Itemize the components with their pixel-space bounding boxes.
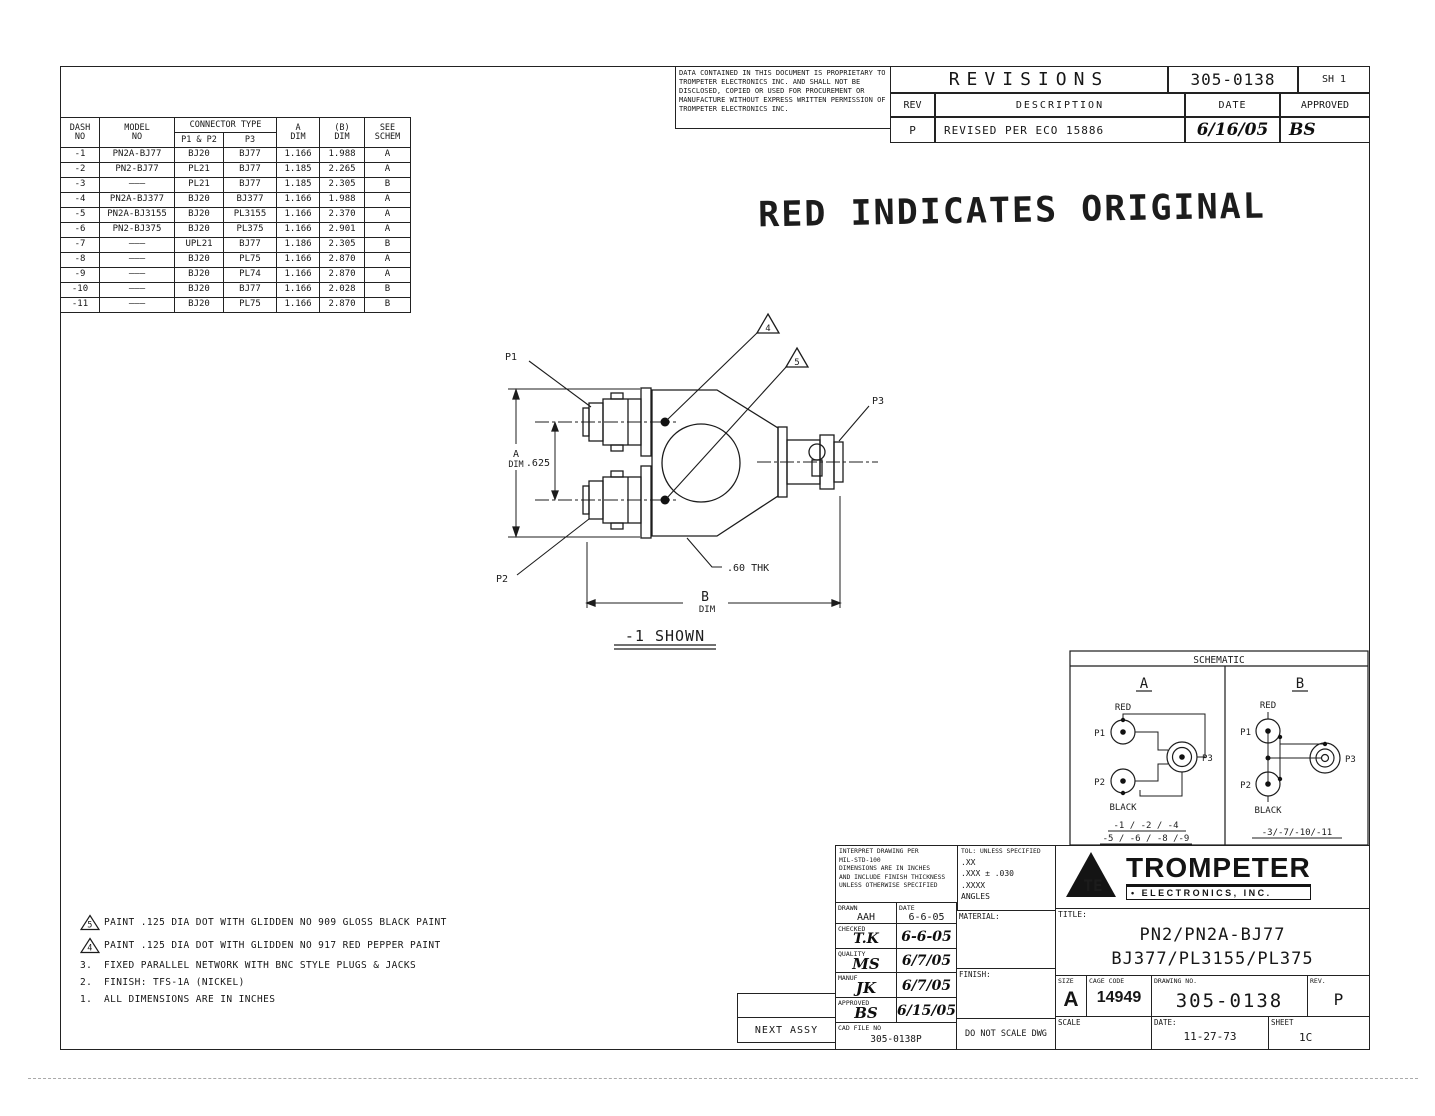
schematic-b-p1: P1 (1240, 728, 1251, 738)
drawn-value: AAH (856, 912, 876, 923)
schematic-box (1070, 651, 1368, 845)
approved-cell (835, 997, 897, 1023)
revision-date: 6/16/05 (1185, 117, 1280, 143)
manuf-date-value: 6/7/05 (901, 978, 952, 994)
size-cell (1055, 975, 1087, 1017)
date-label: DATE (899, 904, 915, 912)
drawn-date-value: 6-6-05 (908, 912, 945, 923)
approved-signature: BS (854, 1004, 878, 1022)
note-text: PAINT .125 DIA DOT WITH GLIDDEN NO 917 RED PEPPER PAINT (104, 940, 441, 951)
note-text: FINISH: TFS-1A (NICKEL) (104, 977, 245, 988)
svg-text:4: 4 (87, 943, 93, 954)
company-name: TROMPETER (1126, 852, 1311, 883)
schematic-a-label: A (1139, 676, 1149, 692)
proprietary-text: DATA CONTAINED IN THIS DOCUMENT IS PROPRIETARY TO TROMPETER ELECTRONICS INC. AND SHALL NOT BE DISCLOSED, COPIED OR USED FOR PROCUREMENT OR MANUFACTURE WITHOUT EXPRESS WRITTEN PERMISSION OF TROMPETER ELECTRONICS INC. (679, 69, 886, 114)
schematic-b-p2: P2 (1240, 781, 1251, 791)
title-box (1055, 908, 1370, 976)
schematic-b-black: BLACK (1254, 806, 1282, 816)
table-row: -5 PN2A-BJ3155 BJ20 PL3155 1.166 2.370 A (61, 208, 411, 223)
revisions-sheet: SH 1 (1298, 66, 1370, 93)
drawing-no-value: 305-0138 (1175, 990, 1284, 1012)
page-title-line2: BJ377/PL3155/PL375 (1111, 949, 1314, 969)
finish-label: FINISH: (959, 970, 991, 979)
col-p3: P3 (224, 133, 277, 148)
stamp-text: RED INDICATES ORIGINAL (757, 186, 1267, 236)
size-label: SIZE (1058, 977, 1074, 985)
cage-code-cell (1086, 975, 1152, 1017)
revisions-col-date: DATE (1185, 93, 1280, 117)
tol-line: .XXX ± .030 (961, 869, 1014, 879)
table-row: -10 ——— BJ20 BJ77 1.166 2.028 B (61, 283, 411, 298)
sheet-label: SHEET (1271, 1018, 1294, 1027)
scale-label: SCALE (1058, 1018, 1081, 1027)
note-text: PAINT .125 DIA DOT WITH GLIDDEN NO 909 GLOSS BLACK PAINT (104, 917, 447, 928)
next-assy-cell (737, 1017, 836, 1043)
approved-label: APPROVED (838, 999, 870, 1007)
revision-rev: P (890, 117, 935, 143)
thk-label: .60 THK (727, 563, 770, 574)
drawn-date-cell (896, 902, 957, 924)
note-number: 1. (80, 994, 93, 1005)
tol-line: TOL: UNLESS SPECIFIED (961, 848, 1041, 855)
table-row: -3 ——— PL21 BJ77 1.185 2.305 B (61, 178, 411, 193)
material-label: MATERIAL: (959, 912, 1000, 921)
finish-box (956, 968, 1056, 1019)
quality-label: QUALITY (838, 950, 866, 958)
note-5 (80, 914, 520, 931)
scale-cell (1055, 1016, 1152, 1050)
callout-5: 5 (794, 358, 800, 368)
revisions-doc-no: 305-0138 (1168, 66, 1298, 93)
col-p1p2: P1 & P2 (175, 133, 224, 148)
sheet-value: 1C (1299, 1031, 1313, 1044)
note-number: 2. (80, 977, 93, 988)
quality-signature: MS (852, 955, 880, 973)
parts-header-row (61, 118, 411, 133)
callout-4: 4 (765, 324, 771, 334)
note-4 (80, 937, 520, 954)
note-number: 3. (80, 960, 93, 971)
schematic-b-dashes: -3/-7/-10/-11 (1261, 828, 1333, 838)
revision-description: REVISED PER ECO 15886 (935, 117, 1185, 143)
drawn-cell (835, 902, 897, 924)
quality-cell (835, 948, 897, 973)
proprietary-notice (675, 66, 891, 129)
schematic-a-p3: P3 (1202, 754, 1213, 764)
p3-label: P3 (872, 396, 885, 407)
no-scale-label: DO NOT SCALE DWG (965, 1029, 1047, 1039)
table-row: -1 PN2A-BJ77 BJ20 BJ77 1.166 1.988 A (61, 148, 411, 163)
manuf-cell (835, 972, 897, 998)
quality-date-value: 6/7/05 (901, 953, 952, 969)
page-title: PN2/PN2A-BJ77 (1139, 925, 1286, 945)
table-row: -8 ——— BJ20 PL75 1.166 2.870 A (61, 253, 411, 268)
a-dim-word: DIM (508, 460, 524, 470)
no-scale-box (956, 1018, 1056, 1050)
quality-date-cell (896, 948, 957, 973)
parts-table (60, 117, 411, 313)
cage-code-value: 14949 (1096, 989, 1142, 1006)
tolerance-box (957, 845, 1056, 911)
schematic-b-label: B (1295, 676, 1305, 692)
interpret-box (835, 845, 958, 903)
drawing-no-cell (1151, 975, 1308, 1017)
checked-date-cell (896, 923, 957, 949)
rev-value: P (1333, 990, 1344, 1009)
schematic-b-red: RED (1259, 701, 1277, 711)
approved-date-cell (896, 997, 957, 1023)
cage-code-label: CAGE CODE (1089, 977, 1125, 985)
notes-list (80, 914, 520, 1011)
manuf-label: MANUF (838, 974, 858, 982)
a-dim-letter: A (512, 449, 520, 460)
note-1 (80, 994, 520, 1005)
p1-label: P1 (505, 352, 518, 363)
company-logo-box (1055, 845, 1370, 909)
schematic-a-p2: P2 (1094, 778, 1105, 788)
approved-date-value: 6/15/05 (897, 1003, 956, 1019)
manuf-date-cell (896, 972, 957, 998)
rev-label: REV. (1310, 977, 1326, 985)
col-b-dim: (B) DIM (320, 118, 365, 148)
dash1-shown: -1 SHOWN (624, 627, 706, 645)
date-value: 11-27-73 (1183, 1030, 1237, 1043)
col-connector-type: CONNECTOR TYPE (175, 118, 277, 133)
schematic-title: SCHEMATIC (1193, 655, 1245, 666)
trompeter-logo-icon (1064, 850, 1122, 904)
checked-date-value: 6-6-05 (901, 929, 952, 945)
p2-label: P2 (496, 574, 509, 585)
checked-label: CHECKED (838, 925, 866, 933)
checked-cell (835, 923, 897, 949)
schematic-a-red: RED (1114, 703, 1132, 713)
table-row: -2 PN2-BJ77 PL21 BJ77 1.185 2.265 A (61, 163, 411, 178)
schematic-a-dashes1: -1 / -2 / -4 (1113, 821, 1179, 831)
drawn-label: DRAWN (838, 904, 858, 912)
note-2 (80, 977, 520, 988)
checked-signature: T.K (853, 931, 879, 947)
triangle-5-icon (80, 914, 104, 931)
col-dash-no: DASH NO (61, 118, 100, 148)
schematic-b-p3: P3 (1345, 755, 1356, 765)
revisions-col-approved: APPROVED (1280, 93, 1370, 117)
note-text: ALL DIMENSIONS ARE IN INCHES (104, 994, 276, 1005)
size-value: A (1063, 988, 1079, 1011)
mechanical-drawing-labels (496, 324, 884, 645)
note-3 (80, 960, 520, 971)
revisions-col-desc: DESCRIPTION (935, 93, 1185, 117)
interpret-line: MIL-STD-100 (839, 856, 881, 864)
sheet-cell (1268, 1016, 1370, 1050)
svg-text:TE: TE (1083, 876, 1103, 895)
red-indicates-original-stamp (758, 187, 1266, 236)
col-model-no: MODEL NO (100, 118, 175, 148)
triangle-4-icon (80, 937, 104, 954)
schematic-a-dashes2: -5 / -6 / -8 /-9 (1102, 834, 1190, 844)
next-assy-empty-box (737, 993, 836, 1018)
schematic-a-p1: P1 (1094, 729, 1105, 739)
revisions-block (890, 66, 1370, 143)
svg-text:5: 5 (87, 920, 93, 931)
schematic-a-black: BLACK (1109, 803, 1137, 813)
interpret-line: INTERPRET DRAWING PER (839, 848, 919, 855)
col-a-dim: A DIM (277, 118, 320, 148)
note-text: FIXED PARALLEL NETWORK WITH BNC STYLE PLUGS & JACKS (104, 960, 417, 971)
title-label: TITLE: (1058, 910, 1087, 919)
revision-approved: BS (1280, 117, 1370, 143)
table-row: -11 ——— BJ20 PL75 1.166 2.870 B (61, 298, 411, 313)
tol-line: .XXXX (961, 880, 986, 890)
date-label: DATE: (1154, 1018, 1177, 1027)
date-cell (1151, 1016, 1269, 1050)
tol-line: ANGLES (961, 892, 990, 902)
drawing-no-label: DRAWING NO. (1154, 977, 1198, 985)
dim-625: .625 (525, 458, 550, 469)
table-row: -6 PN2-BJ375 BJ20 PL375 1.166 2.901 A (61, 223, 411, 238)
company-subtitle: • ELECTRONICS, INC. (1126, 884, 1311, 900)
material-box (956, 910, 1056, 969)
table-row: -9 ——— BJ20 PL74 1.166 2.870 A (61, 268, 411, 283)
rev-cell (1307, 975, 1370, 1017)
col-see-schem: SEE SCHEM (365, 118, 411, 148)
table-row: -4 PN2A-BJ377 BJ20 BJ377 1.166 1.988 A (61, 193, 411, 208)
cad-file-label: CAD FILE NO (838, 1024, 882, 1032)
next-assy-label: NEXT ASSY (754, 1024, 819, 1036)
b-dim-letter: B (701, 590, 709, 605)
interpret-line: AND INCLUDE FINISH THICKNESS (839, 873, 946, 881)
interpret-line: DIMENSIONS ARE IN INCHES (839, 865, 930, 872)
b-dim-word: DIM (698, 605, 716, 615)
cad-file-cell (835, 1022, 957, 1050)
revisions-col-rev: REV (890, 93, 935, 117)
mechanical-drawing (508, 314, 878, 649)
interpret-line: UNLESS OTHERWISE SPECIFIED (839, 882, 938, 889)
cad-file-value: 305-0138P (870, 1034, 922, 1045)
manuf-signature: JK (855, 979, 877, 997)
revisions-title: REVISIONS (890, 66, 1168, 93)
tol-line: .XX (961, 857, 976, 867)
table-row: -7 ——— UPL21 BJ77 1.186 2.305 B (61, 238, 411, 253)
